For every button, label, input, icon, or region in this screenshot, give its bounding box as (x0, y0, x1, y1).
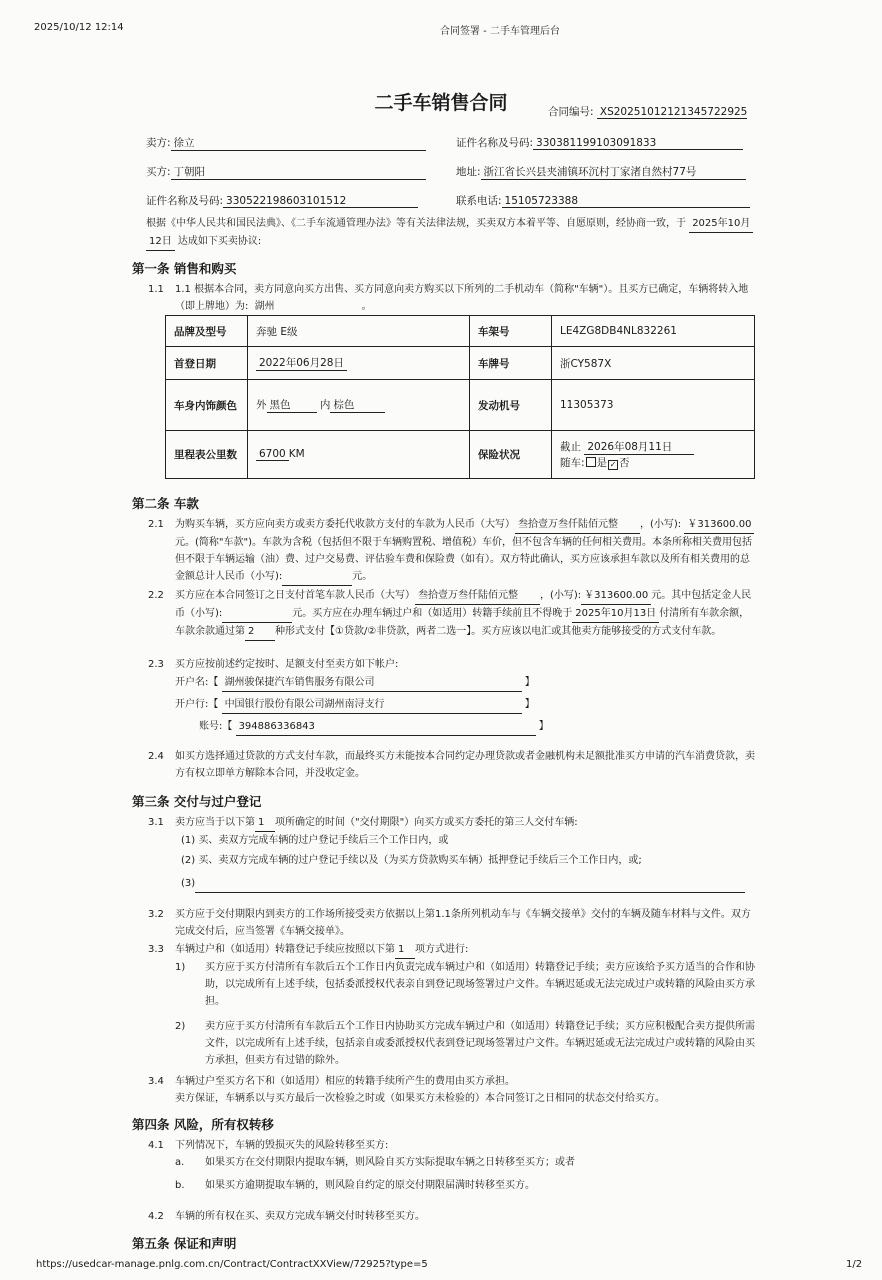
mileage: 6700 (256, 448, 289, 461)
bank-name: 中国银行股份有限公司湖州南浔支行 (222, 696, 522, 714)
clause-4-2: 4.2 车辆的所有权在买、卖双方完成车辆交付时转移至买方。 (148, 1211, 425, 1222)
address-label: 地址: (456, 166, 481, 178)
phone-label: 联系电话: (456, 195, 502, 207)
engine-label: 发动机号 (470, 380, 552, 431)
color-label: 车身内饰颜色 (166, 380, 248, 431)
clause-3-4: 3.4 车辆过户至买方名下和（如适用）相应的转籍手续所产生的费用由买方承担。 卖方保证，车辆系以与买方最后一次检验之时或（如果买方未检验的）本合同签订之日相同的状态交付给买方。 (148, 1076, 665, 1104)
section-3-heading: 第三条 交付与过户登记 (132, 794, 262, 809)
engine: 11305373 (552, 380, 755, 431)
payment-method: 2 (245, 623, 275, 641)
print-url: https://usedcar-manage.pnlg.com.cn/Contract/ContractXXView/72925?type=5 (36, 1259, 428, 1270)
vin-label: 车架号 (470, 316, 552, 347)
clause-1-1: 1.1 1.1 根据本合同，卖方同意向买方出售、买方同意向卖方购买以下所列的二手机动车（简称"车辆"）。且买方已确定，车辆将转入地（即上牌地）为: 湖州 。 (148, 281, 758, 316)
buyer-label: 买方: (146, 166, 171, 178)
section-2-heading: 第二条 车款 (132, 496, 199, 511)
plate: 浙CY587X (552, 347, 755, 380)
clause-2-1: 2.1 为购买车辆，买方应向卖方或卖方委托代收款方支付的车款为人民币（大写） 叁拾壹万叁仟陆佰元整 ，(小写): ￥313600.00元。(简称"车款")。车款为含税（包括但不限于车辆购置税、增值税）车价，但不包含车辆的任何相关费用。本条所称相关费用包括但不限于车辆运输（油）费、过户交易费、评估验车费和保险费（如有）。双方特此确认，买方应该承担车款以及所有相关费用的总金额总计人民币（小写): 元。 (148, 516, 758, 586)
seller-id: 330381199103091833 (533, 137, 743, 150)
buyer-name: 丁朝阳 (171, 164, 426, 180)
insurance-label: 保险状况 (470, 431, 552, 479)
contract-number-value: XS20251012121345722925 (597, 106, 747, 119)
reg-label: 首登日期 (166, 347, 248, 380)
registration-city: 湖州 (252, 298, 362, 316)
page-number: 1/2 (846, 1259, 863, 1270)
contract-number (548, 104, 747, 119)
payment-deadline: 2025年10月13日 (572, 605, 659, 623)
buyer-id-label: 证件名称及号码: (146, 195, 224, 207)
section-5-heading: 第五条 保证和声明 (132, 1236, 237, 1251)
insurance-date: 2026年08月11日 (584, 439, 694, 455)
buyer-address: 浙江省长兴县夹浦镇环沉村丁家渚自然村77号 (481, 164, 746, 180)
interior-color: 棕色 (330, 397, 385, 413)
checkbox-no-checked: ✓ (609, 460, 617, 469)
vin: LE4ZG8DB4NL832261 (552, 316, 755, 347)
brand: 奔驰 E级 (248, 316, 470, 347)
seller-label: 卖方: (146, 137, 171, 149)
clause-3-2: 3.2 买方应于交付期限内到卖方的工作场所接受卖方依据以上第1.1条所列机动车与《车辆交接单》交付的车辆及随车材料与文件。双方完成交付后，应当签署《车辆交接单》。 (148, 909, 751, 937)
clause-2-2: 2.2 买方应在本合同签订之日支付首笔车款人民币（大写） 叁拾壹万叁仟陆佰元整 ，(小写): ￥313600.00 元。其中包括定金人民币（小写): 元。买方应在办理车辆过户和（如适用）转籍手续前且不得晚于 2025年10月13日 付清所有车款余额，车款余款通过第 2 种形式支付【①贷款/②非贷款，两者二选一】。买方应该以电汇或其他卖方能够接受的方式支付车款。 (148, 587, 758, 641)
section-1-heading: 第一条 销售和购买 (132, 261, 237, 276)
amount-cn: 叁拾壹万叁仟陆佰元整 (515, 516, 640, 534)
buyer-id: 330522198603101512 (223, 195, 418, 208)
account-number: 394886336843 (236, 718, 536, 736)
print-site-title: 合同签署 - 二手车管理后台 (440, 26, 560, 37)
preamble: 根据《中华人民共和国民法典》、《二手车流通管理办法》等有关法律法规，买卖双方本着平等、自愿原则，经协商一致，于 2025年10月12日 达成如下买卖协议: (146, 215, 758, 251)
vehicle-table: 品牌及型号 奔驰 E级 车架号 LE4ZG8DB4NL832261 首登日期 2022年06月28日 车牌号 浙CY587X 车身内饰颜色 外 黑色 内 棕色 发动机号 11305373 里程表公里数 6700 KM 保险状况 截止 2026年08月11日 随车: 是 ✓ 否 (165, 315, 755, 479)
date-2: 12日 (146, 233, 175, 251)
contract-number-label: 合同编号: (548, 106, 594, 118)
buyer-phone: 15105723388 (502, 195, 750, 208)
exterior-color: 黑色 (267, 397, 317, 413)
date-1: 2025年10月 (689, 215, 753, 233)
mileage-label: 里程表公里数 (166, 431, 248, 479)
plate-label: 车牌号 (470, 347, 552, 380)
amount: ￥313600.00 (684, 516, 754, 534)
checkbox-yes (586, 457, 596, 467)
brand-label: 品牌及型号 (166, 316, 248, 347)
seller-name: 徐立 (171, 135, 426, 151)
section-4-heading: 第四条 风险，所有权转移 (132, 1117, 274, 1132)
clause-3-1: 3.1 卖方应当于以下第 1 项所确定的时间（"交付期限"）向买方或买方委托的第三人交付车辆: (1) 买、卖双方完成车辆的过户登记手续后三个工作日内，或 (2) 买、卖双方完成车辆的过户登记手续以及（为买方贷款购买车辆）抵押登记手续后三个工作日内，或; (3) (148, 814, 758, 893)
print-datetime: 2025/10/12 12:14 (34, 22, 124, 33)
contract-title: 二手车销售合同 (374, 92, 508, 114)
clause-4-1: 4.1 下列情况下，车辆的毁损灭失的风险转移至买方: a. 如果买方在交付期限内提取车辆，则风险自买方实际提取车辆之日转移至买方；或者 b. 如果买方逾期提取车辆的，则风险自约定的原交付期限届满时转移至买方。 (148, 1140, 575, 1191)
reg-date: 2022年06月28日 (256, 355, 347, 371)
clause-3-3: 3.3 车辆过户和（如适用）转籍登记手续应按照以下第 1 项方式进行: 1) 买方应于买方付清所有车款后五个工作日内负责完成车辆过户和（如适用）转籍登记手续；卖方应该给予买方适当的合作和协助，以完成所有上述手续，包括委派授权代表亲自到登记现场签署过户文件。车辆迟延或无法完成过户或转籍的风险由买方承担。 2) 卖方应于买方付清所有车款后五个工作日内协助买方完成车辆过户和（如适用）转籍登记手续；买方应积极配合卖方提供所需文件，以完成所有上述手续，包括亲自或委派授权代表到登记现场签署过户文件。车辆迟延或无法完成过户或转籍的风险由买方承担，但卖方有过错的除外。 (148, 941, 758, 1069)
clause-2-3: 2.3 买方应按前述约定按时、足额支付至卖方如下帐户: 开户名:【 湖州骏保捷汽车销售服务有限公司 】 开户行:【 中国银行股份有限公司湖州南浔支行 】 账号:【 394886336843 】 (148, 656, 758, 736)
clause-2-4: 2.4 如买方选择通过贷款的方式支付车款，而最终买方未能按本合同约定办理贷款或者金融机构未足额批准买方申请的汽车消费贷款，卖方有权立即单方解除本合同，并没收定金。 (148, 751, 755, 779)
account-name: 湖州骏保捷汽车销售服务有限公司 (222, 674, 522, 692)
seller-id-label: 证件名称及号码: (456, 137, 534, 149)
